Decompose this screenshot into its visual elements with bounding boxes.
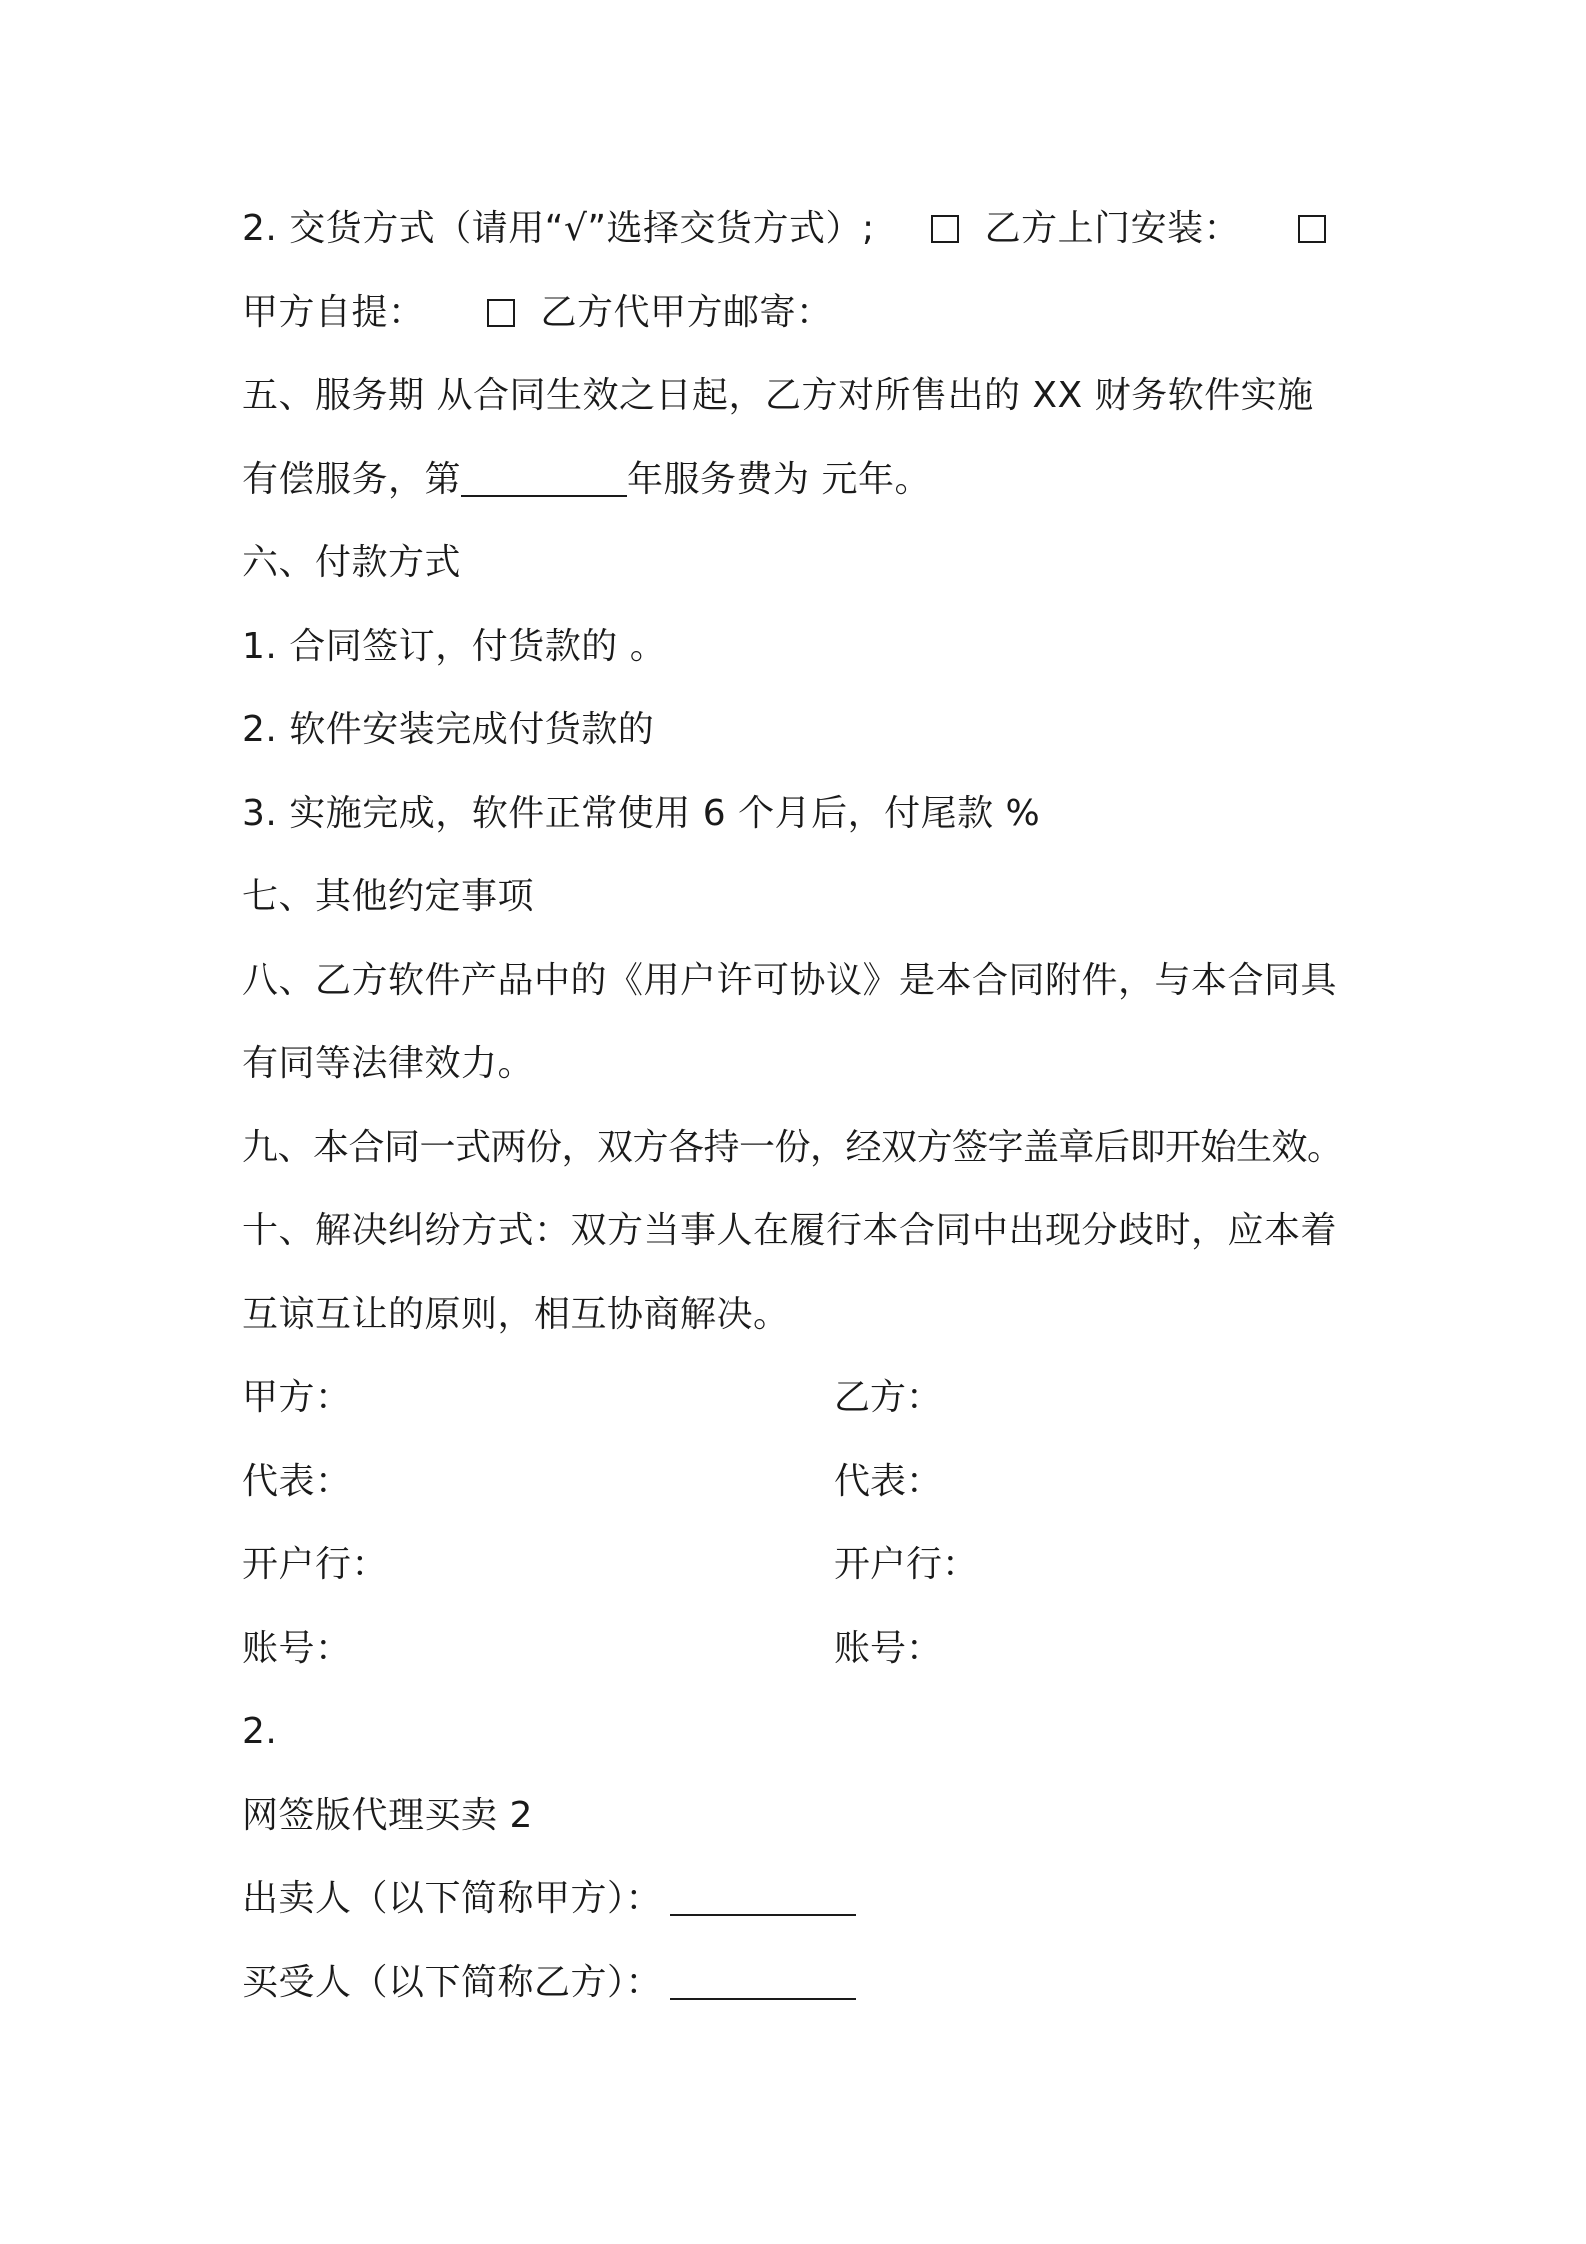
option-on-site-install: 乙方上门安装：	[984, 208, 1241, 249]
option-mail: 乙方代甲方邮寄：	[540, 292, 833, 333]
checkbox-mail[interactable]	[487, 299, 515, 327]
checkbox-self-pickup[interactable]	[1298, 215, 1326, 243]
payment-title: 六、付款方式	[242, 542, 462, 583]
party-a-bank-label: 开户行：	[242, 1544, 389, 1585]
payment-item-3: 3. 实施完成，软件正常使用 6 个月后，付尾款 %	[242, 793, 1041, 834]
delivery-method-line	[242, 199, 1362, 259]
party-b-bank-label: 开户行：	[834, 1544, 979, 1585]
service-fee-prefix: 有偿服务，第	[242, 459, 462, 500]
payment-item-1: 1. 合同签订，付货款的 。	[242, 626, 667, 667]
party-a-representative-label: 代表：	[242, 1461, 352, 1502]
clause-eight-line-2: 有同等法律效力。	[242, 1043, 535, 1084]
buyer-blank[interactable]	[670, 1958, 856, 2000]
section-title: 网签版代理买卖 2	[242, 1795, 533, 1836]
delivery-method-line-2	[242, 283, 1362, 343]
party-a-label: 甲方：	[242, 1377, 352, 1418]
clause-seven: 七、其他约定事项	[242, 876, 535, 917]
clause-eight-line-1: 八、乙方软件产品中的《用户许可协议》是本合同附件，与本合同具	[242, 960, 1338, 1001]
option-self-pickup: 甲方自提：	[242, 292, 425, 333]
checkbox-on-site-install[interactable]	[931, 215, 959, 243]
party-a-account-label: 账号：	[242, 1628, 352, 1669]
party-b-account-label: 账号：	[834, 1628, 943, 1669]
payment-item-2: 2. 软件安装完成付货款的	[242, 709, 655, 750]
signature-row-representative	[242, 1452, 1362, 1512]
service-period-line-2	[242, 450, 1362, 510]
service-year-blank[interactable]	[461, 455, 627, 497]
signature-row-bank	[242, 1535, 1362, 1595]
buyer-label: 买受人（以下简称乙方）：	[242, 1962, 663, 2003]
signature-row-party	[242, 1368, 1362, 1428]
section-number: 2.	[242, 1711, 278, 1752]
service-fee-suffix: 年服务费为 元年。	[627, 459, 931, 500]
party-b-representative-label: 代表：	[834, 1461, 943, 1502]
clause-ten-line-2: 互谅互让的原则，相互协商解决。	[242, 1294, 790, 1335]
signature-row-account	[242, 1619, 1362, 1679]
delivery-method-label: 2. 交货方式（请用“√”选择交货方式）;	[242, 208, 875, 249]
service-period-line-1: 五、服务期 从合同生效之日起，乙方对所售出的 XX 财务软件实施	[242, 375, 1314, 416]
buyer-line	[242, 1953, 1362, 2013]
party-b-label: 乙方：	[834, 1377, 943, 1418]
seller-blank[interactable]	[670, 1874, 856, 1916]
seller-label: 出卖人（以下简称甲方）：	[242, 1878, 663, 1919]
clause-ten-line-1: 十、解决纠纷方式：双方当事人在履行本合同中出现分歧时，应本着	[242, 1210, 1338, 1251]
seller-line	[242, 1869, 1362, 1929]
clause-nine: 九、本合同一式两份，双方各持一份，经双方签字盖章后即开始生效。	[242, 1127, 1343, 1168]
